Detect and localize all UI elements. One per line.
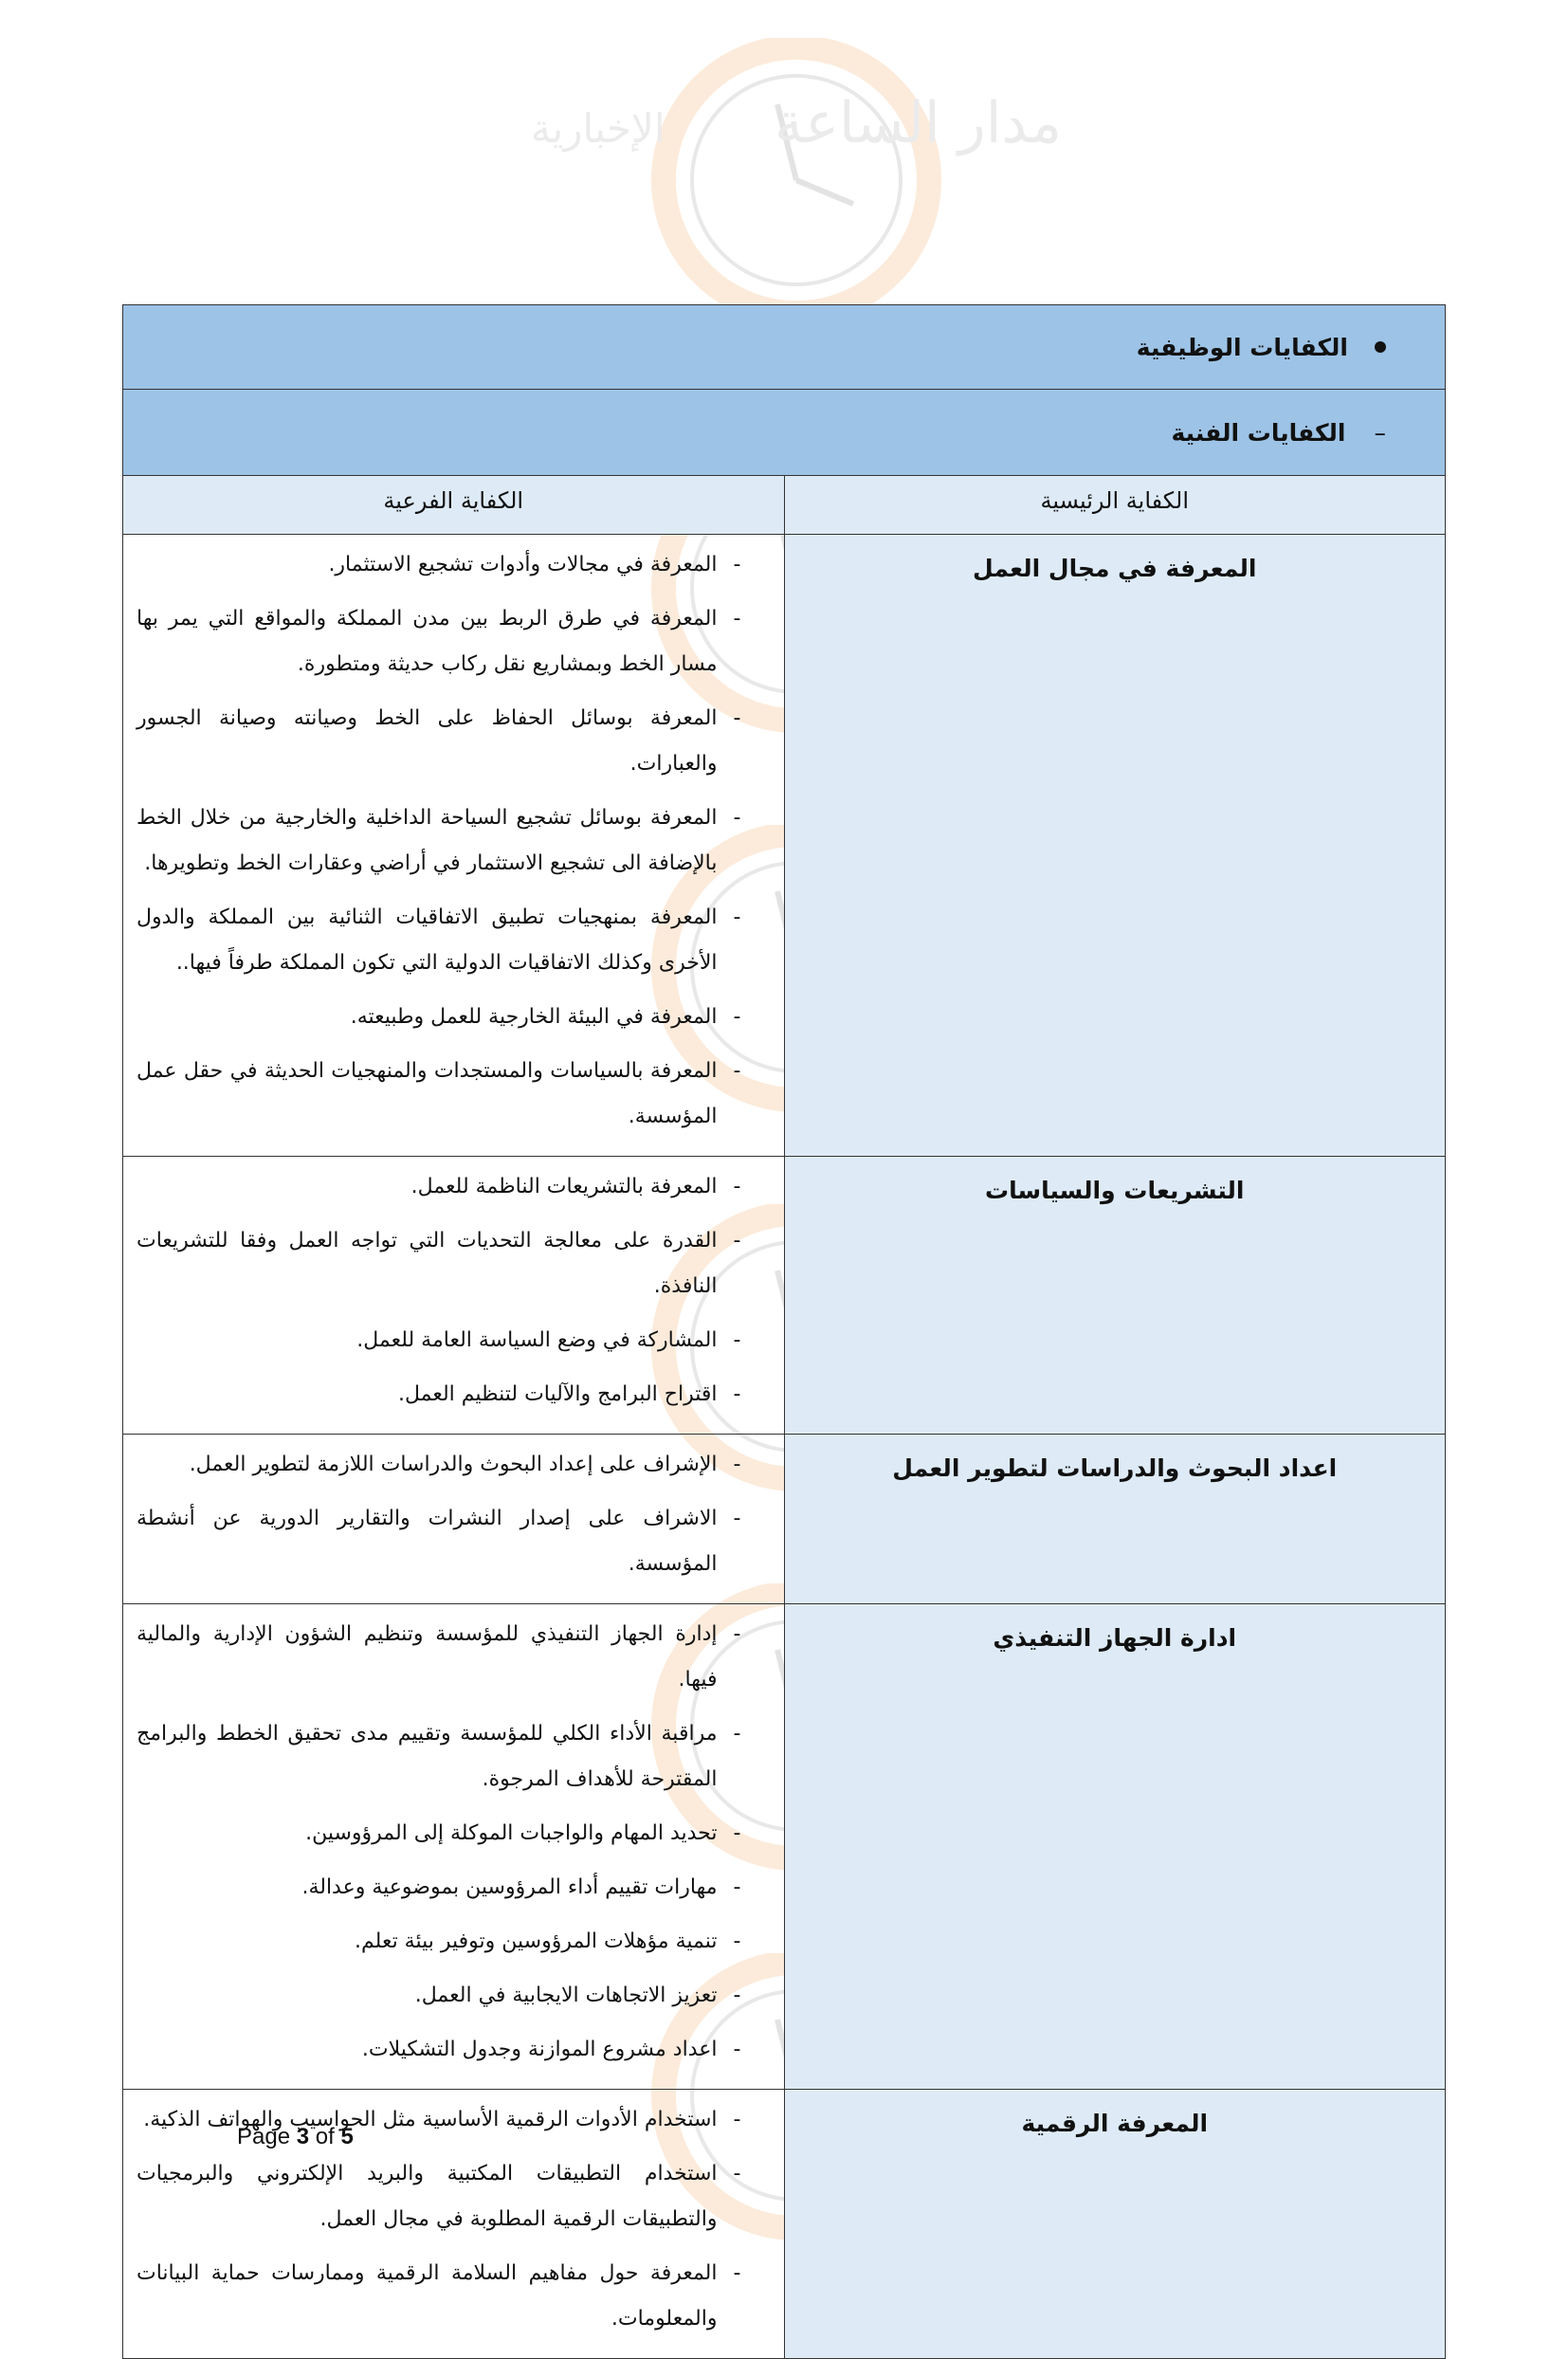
sub-competency-item: [137, 1049, 757, 1140]
svg-text:الإخبارية: الإخبارية: [531, 105, 665, 152]
functional-competencies-title: الكفايات الوظيفية: [1136, 333, 1348, 361]
page-number: Page 3 of 5: [237, 2124, 354, 2149]
competency-row: [123, 535, 1446, 1157]
dash-icon: -: [733, 1507, 741, 1530]
sub-competency-text: المعرفة في طرق الربط بين مدن المملكة والمواقع التي يمر بها مسار الخط وبمشاريع نقل ركاب حديثة ومتطورة.: [137, 607, 718, 676]
sub-competency-item: [137, 895, 757, 986]
sub-competency-list: [123, 535, 785, 1157]
sub-competency-list: [123, 1157, 785, 1435]
svg-text:مدار الساعة: مدار الساعة: [774, 90, 1062, 156]
sub-competency-text: المعرفة بوسائل الحفاظ على الخط وصيانته وصيانة الجسور والعبارات.: [137, 706, 718, 776]
main-competency: اعداد البحوث والدراسات لتطوير العمل: [784, 1435, 1446, 1604]
sub-competency-text: الاشراف على إصدار النشرات والتقارير الدورية عن أنشطة المؤسسة.: [137, 1507, 718, 1576]
sub-competency-item: [137, 1496, 757, 1587]
dash-icon: -: [733, 706, 741, 730]
dash-icon: –: [1374, 418, 1386, 447]
sub-competency-item: [137, 1973, 757, 2019]
dash-icon: -: [733, 1453, 741, 1476]
dash-icon: -: [733, 553, 741, 576]
dash-icon: -: [733, 1005, 741, 1029]
sub-competency-item: [137, 2097, 757, 2143]
sub-competency-text: تنمية مؤهلات المرؤوسين وتوفير بيئة تعلم.: [355, 1929, 718, 1953]
dash-icon: -: [733, 607, 741, 631]
sub-competency-text: الإشراف على إعداد البحوث والدراسات اللازمة لتطوير العمل.: [189, 1453, 718, 1476]
dash-icon: -: [733, 1929, 741, 1953]
sub-competency-text: المعرفة بمنهجيات تطبيق الاتفاقيات الثنائية بين المملكة والدول الأخرى وكذلك الاتفاقيات الدولية التي تكون المملكة طرفاً فيها..: [137, 905, 718, 975]
main-competency: المعرفة في مجال العمل: [784, 535, 1446, 1157]
sub-competency-text: تحديد المهام والواجبات الموكلة إلى المرؤوسين.: [305, 1821, 718, 1845]
sub-competency-text: استخدام الأدوات الرقمية الأساسية مثل الحواسيب والهواتف الذكية.: [143, 2108, 718, 2131]
dash-icon: -: [733, 806, 741, 830]
competencies-table: [122, 304, 1446, 2359]
sub-competency-item: [137, 2251, 757, 2342]
dash-icon: -: [733, 2108, 741, 2131]
dash-icon: -: [733, 1875, 741, 1899]
sub-competency-item: [137, 2027, 757, 2073]
main-competency: المعرفة الرقمية: [784, 2090, 1446, 2359]
dash-icon: -: [733, 1328, 741, 1352]
sub-competency-text: تعزيز الاتجاهات الايجابية في العمل.: [414, 1984, 718, 2007]
sub-competency-list: [123, 2090, 785, 2359]
sub-competency-item: [137, 1811, 757, 1856]
dash-icon: -: [733, 2162, 741, 2185]
sub-competency-text: المعرفة بوسائل تشجيع السياحة الداخلية والخارجية من خلال الخط بالإضافة الى تشجيع الاستثمار في أراضي وعقارات الخط وتطويرها.: [137, 806, 718, 875]
dash-icon: -: [733, 1175, 741, 1198]
sub-competency-text: اعداد مشروع الموازنة وجدول التشكيلات.: [361, 2038, 718, 2061]
sub-competency-text: إدارة الجهاز التنفيذي للمؤسسة وتنظيم الشؤون الإدارية والمالية فيها.: [137, 1622, 718, 1692]
sub-competency-item: [137, 542, 757, 588]
sub-competency-list: [123, 1604, 785, 2090]
column-header-sub: الكفاية الفرعية: [123, 476, 785, 535]
dash-icon: -: [733, 1984, 741, 2007]
sub-competency-item: [137, 795, 757, 887]
sub-competency-text: المعرفة حول مفاهيم السلامة الرقمية وممارسات حماية البيانات والمعلومات.: [137, 2261, 718, 2331]
dash-icon: -: [733, 2038, 741, 2061]
dash-icon: -: [733, 1059, 741, 1083]
sub-competency-text: المعرفة بالتشريعات الناظمة للعمل.: [410, 1175, 718, 1198]
technical-competencies-header: [123, 390, 1446, 476]
bullet-icon: [1375, 341, 1386, 353]
sub-competency-item: [137, 1164, 757, 1210]
dash-icon: -: [733, 1722, 741, 1746]
main-competency: التشريعات والسياسات: [784, 1157, 1446, 1435]
sub-competency-text: استخدام التطبيقات المكتبية والبريد الإلكتروني والبرمجيات والتطبيقات الرقمية المطلوبة في مجال العمل.: [137, 2162, 718, 2231]
competency-row: [123, 1435, 1446, 1604]
sub-competency-text: مهارات تقييم أداء المرؤوسين بموضوعية وعدالة.: [301, 1875, 718, 1899]
sub-competency-list: [123, 1435, 785, 1604]
dash-icon: -: [733, 2261, 741, 2285]
sub-competency-text: المعرفة بالسياسات والمستجدات والمنهجيات الحديثة في حقل عمل المؤسسة.: [137, 1059, 718, 1128]
sub-competency-item: [137, 1612, 757, 1703]
dash-icon: -: [733, 1229, 741, 1253]
main-competency: ادارة الجهاز التنفيذي: [784, 1604, 1446, 2090]
sub-competency-item: [137, 1372, 757, 1417]
sub-competency-item: [137, 1865, 757, 1911]
sub-competency-text: المعرفة في مجالات وأدوات تشجيع الاستثمار.: [328, 553, 718, 576]
sub-competency-item: [137, 1442, 757, 1488]
sub-competency-text: مراقبة الأداء الكلي للمؤسسة وتقييم مدى تحقيق الخطط والبرامج المقترحة للأهداف المرجوة.: [137, 1722, 718, 1791]
technical-competencies-title: الكفايات الفنية: [1171, 418, 1346, 447]
sub-competency-item: [137, 2151, 757, 2242]
column-header-main: الكفاية الرئيسية: [784, 476, 1446, 535]
sub-competency-item: [137, 1919, 757, 1965]
sub-competency-item: [137, 1711, 757, 1802]
dash-icon: -: [733, 905, 741, 929]
competency-row: [123, 1604, 1446, 2090]
competency-row: [123, 1157, 1446, 1435]
sub-competency-item: [137, 1218, 757, 1309]
sub-competency-item: [137, 1318, 757, 1363]
sub-competency-item: [137, 596, 757, 687]
dash-icon: -: [733, 1821, 741, 1845]
sub-competency-text: القدرة على معالجة التحديات التي تواجه العمل وفقا للتشريعات النافذة.: [137, 1229, 718, 1298]
functional-competencies-header: [123, 305, 1446, 390]
dash-icon: -: [733, 1622, 741, 1646]
sub-competency-item: [137, 696, 757, 787]
sub-competency-item: [137, 995, 757, 1040]
sub-competency-text: المشاركة في وضع السياسة العامة للعمل.: [356, 1328, 718, 1352]
dash-icon: -: [733, 1382, 741, 1406]
sub-competency-text: المعرفة في البيئة الخارجية للعمل وطبيعته.: [350, 1005, 718, 1029]
sub-competency-text: اقتراح البرامج والآليات لتنظيم العمل.: [397, 1382, 718, 1406]
